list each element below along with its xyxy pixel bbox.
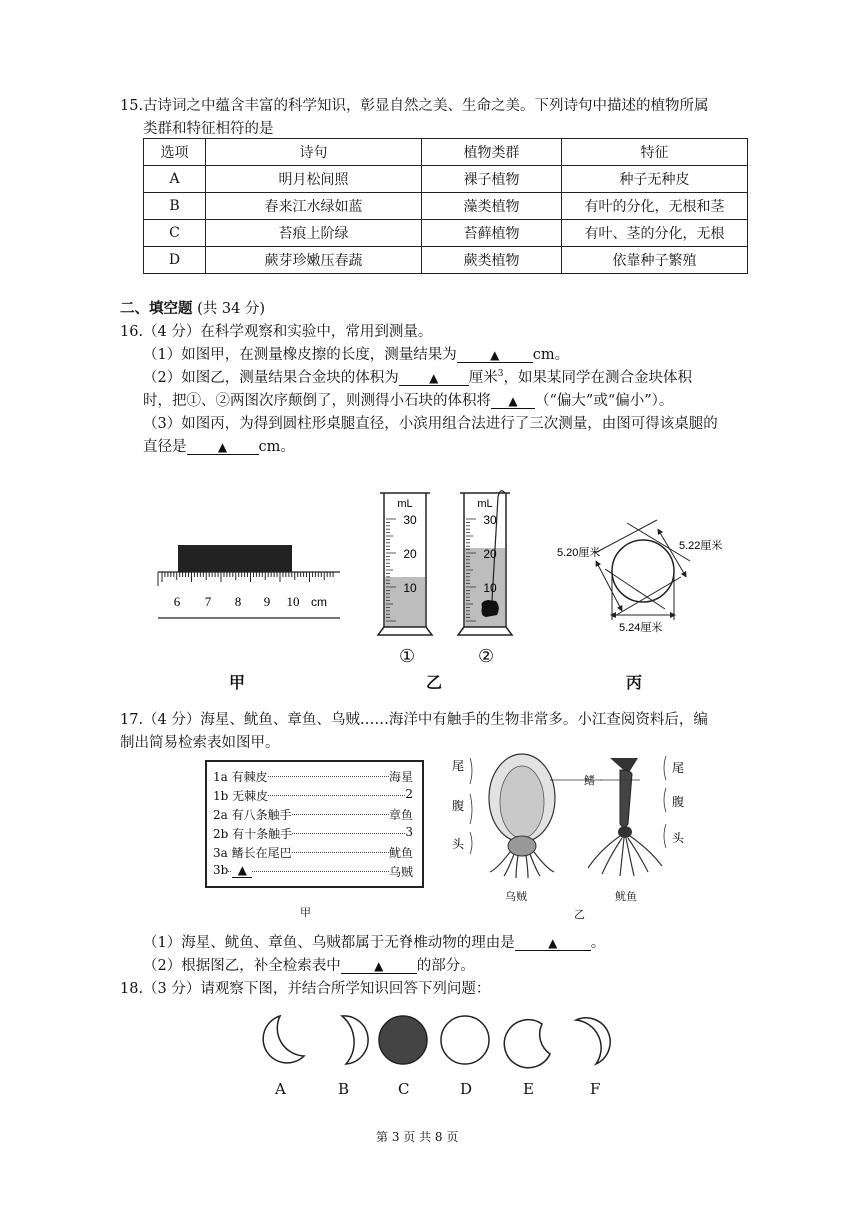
table-cell: 有叶、茎的分化，无根 (562, 220, 748, 247)
q17-sub2-end: 的部分。 (416, 958, 475, 974)
moon-label: A (275, 1080, 286, 1098)
section-title: 二、填空题 (120, 300, 193, 317)
q16-part2-unit: 厘米 (468, 370, 498, 386)
section-heading (120, 297, 265, 318)
key-right: 海星 (388, 770, 413, 784)
squid-label: 鱿鱼 (615, 890, 637, 903)
answer-blank[interactable]: ▲ (515, 936, 591, 951)
q17-line2: 制出简易检索表如图甲。 (120, 735, 280, 751)
moon-phase-b (342, 1016, 368, 1064)
cyl-unit: mL (397, 498, 413, 510)
q16-part2-text: （2）如图乙，测量结果合金块的体积为 (143, 370, 399, 386)
table-leg-cross-section (612, 540, 674, 602)
figure-label-a: 甲 (229, 673, 246, 692)
cuttlefish-drawing (489, 754, 555, 878)
key-left: 2a 有八条触手 (213, 808, 292, 822)
key-row (213, 825, 413, 842)
q15-options-table (143, 138, 748, 274)
answer-blank[interactable]: ▲ (399, 371, 469, 386)
q16-part2-text3: 时，把①、②两图次序颠倒了，则测得小石块的体积将 (143, 393, 491, 409)
table-cell: 春来江水绿如蓝 (206, 193, 422, 220)
cylinder-1-label: ① (399, 646, 416, 667)
cuttlefish-label: 乌贼 (505, 890, 527, 903)
section-score: (共 34 分) (197, 301, 266, 317)
cyl-tick-label: 20 (403, 547, 417, 561)
cylinder-2 (458, 491, 512, 635)
cyl-tick-label: 10 (483, 581, 497, 595)
squid-part-label: 腹 (672, 795, 685, 809)
moon-label: E (523, 1080, 534, 1098)
table-cell: 苔痕上阶绿 (206, 220, 422, 247)
answer-blank[interactable]: ▲ (187, 440, 259, 455)
figure-label-drawing: 乙 (574, 908, 585, 921)
measure-label: 5.20厘米 (557, 547, 601, 559)
table-header: 诗句 (206, 139, 422, 166)
circle-figure (555, 515, 735, 635)
answer-blank[interactable]: ▲ (491, 394, 535, 409)
key-left: 1a 有棘皮 (213, 770, 268, 784)
q15-line2: 类群和特征相符的是 (143, 121, 274, 137)
cyl-tick-label: 10 (403, 581, 417, 595)
key-right: 3 (405, 825, 413, 839)
table-row (144, 247, 748, 274)
q16-part3-unit: cm。 (258, 439, 295, 455)
q16-part2-text2: ，如果某同学在测合金块体积 (503, 370, 692, 386)
measure-label: 5.24厘米 (619, 622, 663, 634)
cuttlefish-part-label: 头 (452, 837, 465, 851)
ruler-tick-label: 6 (173, 594, 181, 609)
ruler-tick-label: 7 (204, 594, 212, 609)
ruler-unit: cm (311, 595, 327, 609)
key-row (213, 768, 413, 785)
moon-phase-c (379, 1016, 427, 1064)
figure-label-key: 甲 (300, 906, 311, 919)
table-cell: 依靠种子繁殖 (562, 247, 748, 274)
table-header: 特征 (562, 139, 748, 166)
table-row (144, 166, 748, 193)
key-row (213, 863, 413, 878)
table-cell: 蕨芽珍嫩压春蔬 (206, 247, 422, 274)
table-cell: 苔藓植物 (422, 220, 562, 247)
q16-part2 (143, 366, 692, 387)
key-left: 3b (213, 863, 229, 877)
q16-part2-text4: （“偏大”或“偏小”）。 (535, 393, 674, 409)
key-left: 1b 无棘皮 (213, 789, 269, 803)
cyl-tick-label: 30 (483, 513, 497, 527)
table-cell: A (144, 166, 206, 193)
table-header: 植物类群 (422, 139, 562, 166)
key-right: 鱿鱼 (388, 846, 413, 860)
table-cell: 明月松间照 (206, 166, 422, 193)
ruler-tick-label: 9 (263, 594, 271, 609)
q16-part2-cont (143, 389, 673, 410)
moon-label: B (338, 1080, 350, 1098)
moon-phase-d (441, 1016, 489, 1064)
figure-label-c: 丙 (626, 673, 643, 692)
table-cell: D (144, 247, 206, 274)
key-row (213, 844, 413, 861)
cephalopod-figure (450, 750, 710, 890)
table-cell: 种子无种皮 (562, 166, 748, 193)
key-left: 2b 有十条触手 (213, 827, 293, 841)
q16-stem: 16.（4 分）在科学观察和实验中，常用到测量。 (120, 324, 433, 340)
q16-part3: （3）如图丙，为得到圆柱形桌腿直径，小滨用组合法进行了三次测量，由图可得该桌腿的 (143, 416, 718, 432)
dichotomous-key (205, 760, 424, 888)
q17-sub1-end: 。 (590, 935, 606, 951)
answer-blank[interactable]: ▲ (457, 348, 533, 363)
q17-sub1 (143, 931, 605, 952)
q16-part1-text: （1）如图甲，在测量橡皮擦的长度，测量结果为 (143, 347, 457, 363)
q16-part2-sup: 3 (497, 369, 504, 380)
table-header: 选项 (144, 139, 206, 166)
q16-part1 (143, 343, 569, 364)
key-row (213, 806, 413, 823)
squid-drawing (588, 758, 662, 876)
table-row (144, 193, 748, 220)
cuttlefish-part-label: 腹 (452, 799, 465, 813)
cyl-tick-label: 20 (483, 547, 497, 561)
cyl-unit: mL (477, 498, 493, 510)
q15-line1: 15.古诗词之中蕴含丰富的科学知识，彰显自然之美、生命之美。下列诗句中描述的植物所属 (120, 98, 709, 114)
cylinder-2-label: ② (478, 646, 495, 667)
ruler-figure (150, 540, 350, 622)
q17-line1: 17.（4 分）海星、鱿鱼、章鱼、乌贼……海洋中有触手的生物非常多。小江查阅资料后，编 (120, 712, 708, 728)
key-right: 乌贼 (388, 865, 413, 879)
answer-blank[interactable]: ▲ (341, 959, 417, 974)
q17-sub2-text: （2）根据图乙，补全检索表中 (143, 958, 341, 974)
ruler-tick-label: 8 (234, 594, 242, 609)
squid-part-label: 头 (672, 831, 685, 845)
key-right: 2 (405, 787, 413, 801)
q17-sub1-text: （1）海星、鱿鱼、章鱼、乌贼都属于无脊椎动物的理由是 (143, 935, 515, 951)
q18-stem: 18.（3 分）请观察下图，并结合所学知识回答下列问题： (120, 981, 491, 997)
table-header-row (144, 139, 748, 166)
moon-label: C (398, 1080, 410, 1098)
moon-phase-a (263, 1016, 304, 1063)
moon-phases-figure (250, 1010, 630, 1072)
table-row (144, 220, 748, 247)
table-cell: 有叶的分化，无根和茎 (562, 193, 748, 220)
moon-label: D (460, 1080, 473, 1098)
alloy-block (482, 600, 499, 617)
eraser (178, 545, 292, 572)
table-cell: 裸子植物 (422, 166, 562, 193)
page-footer: 第 3 页 共 8 页 (376, 1130, 459, 1144)
cylinder-figure (370, 485, 530, 645)
table-cell: B (144, 193, 206, 220)
fin-label: 鳍 (584, 774, 595, 787)
moon-label: F (590, 1080, 601, 1098)
ruler-tick-label: 10 (286, 594, 300, 609)
answer-blank[interactable]: ▲ (232, 863, 252, 878)
cuttlefish-part-label: 尾 (452, 759, 465, 773)
table-cell: C (144, 220, 206, 247)
key-left: 3a 鳍长在尾巴 (213, 846, 292, 860)
q17-sub2 (143, 954, 475, 975)
cylinder-1 (378, 493, 432, 635)
squid-part-label: 尾 (672, 761, 685, 775)
q16-part1-unit: cm。 (532, 347, 570, 363)
key-row (213, 787, 413, 804)
moon-phase-f (576, 1018, 610, 1064)
table-cell: 藻类植物 (422, 193, 562, 220)
table-cell: 蕨类植物 (422, 247, 562, 274)
measure-label: 5.22厘米 (679, 540, 723, 552)
q16-part3-cont (143, 435, 295, 456)
cyl-tick-label: 30 (403, 513, 417, 527)
figure-label-b: 乙 (426, 673, 443, 692)
key-right: 章鱼 (388, 808, 413, 822)
q16-part3-text: 直径是 (143, 439, 187, 455)
moon-phase-e (504, 1020, 550, 1068)
